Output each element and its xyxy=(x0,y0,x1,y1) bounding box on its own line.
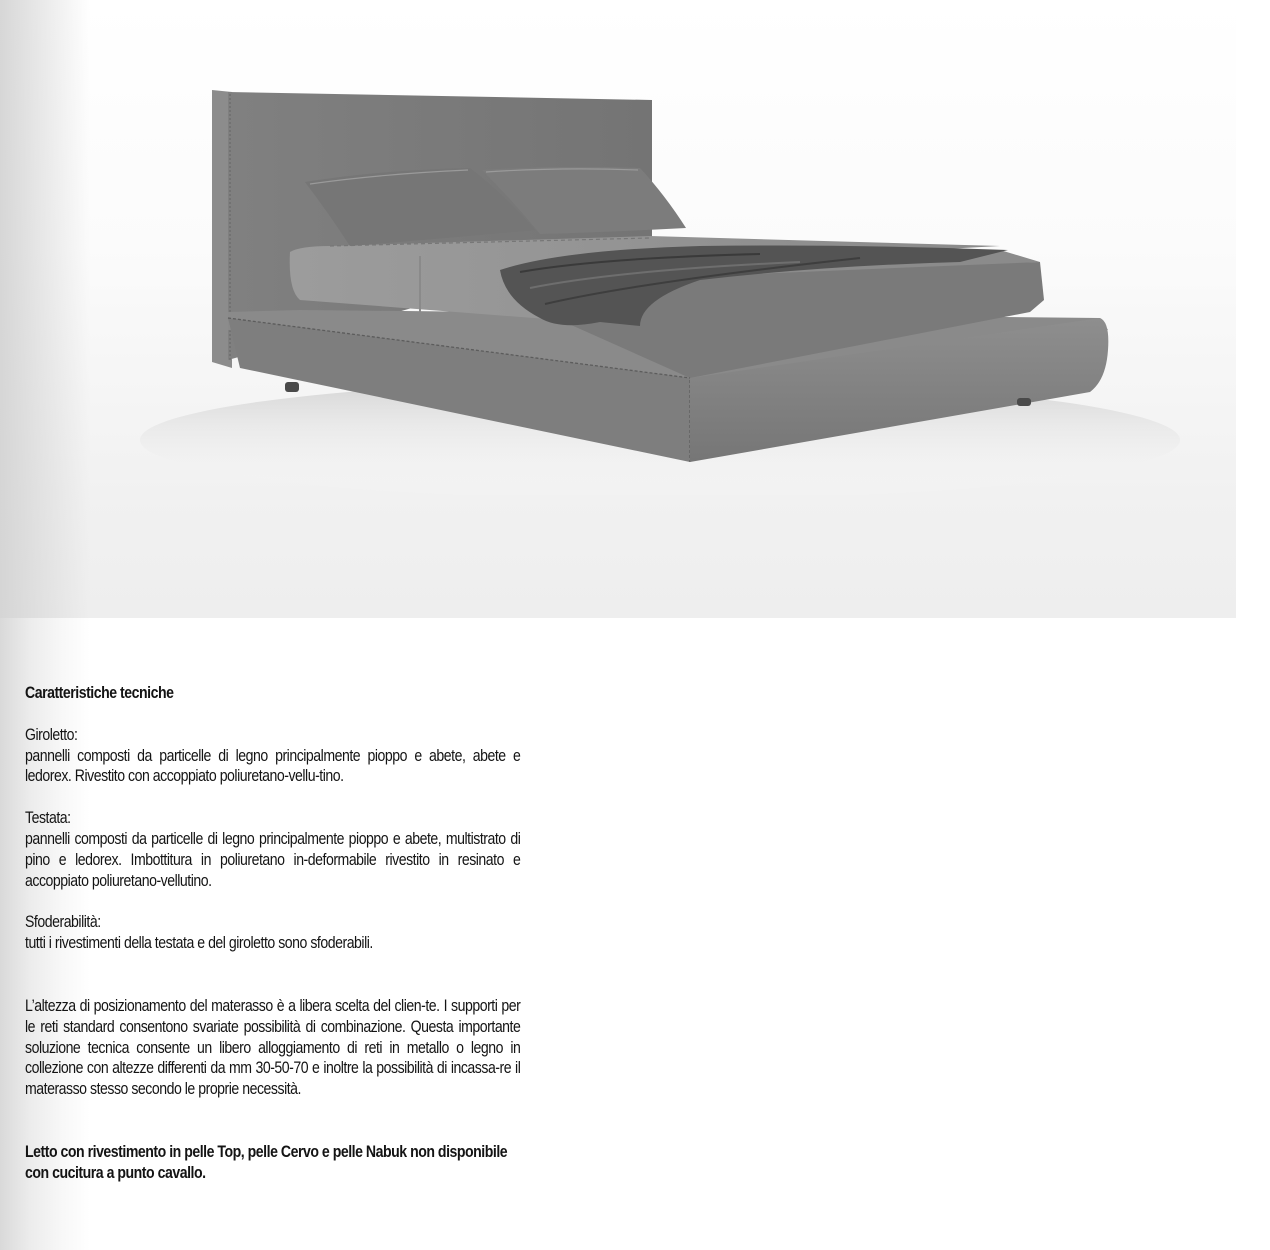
bed-foot xyxy=(1017,398,1031,406)
specs-heading: Caratteristiche tecniche xyxy=(25,684,174,702)
spec-section-giroletto xyxy=(25,725,520,787)
spec-body: pannelli composti da particelle di legno principalmente pioppo e abete, abete e ledorex. Rivestito con accoppiato poliuretano-vellu-tino. xyxy=(25,746,521,786)
spec-section-testata xyxy=(25,808,520,891)
bed-foot xyxy=(285,382,299,392)
product-photo xyxy=(0,0,1236,618)
spec-body: pannelli composti da particelle di legno principalmente pioppo e abete, multistrato di pino e ledorex. Imbottitura in poliuretano in-deformabile rivestito in resinato e accoppiato poliuretano-vellutino. xyxy=(25,829,521,890)
spec-label: Giroletto: xyxy=(25,725,78,744)
leather-note: Letto con rivestimento in pelle Top, pelle Cervo e pelle Nabuk non disponibile con cucitura a punto cavallo. xyxy=(25,1142,508,1182)
mattress-height-paragraph: L’altezza di posizionamento del materasso è a libera scelta del clien-te. I supporti per le reti standard consentono svariate possibilità di combinazione. Questa importante soluzione tecnica consente un libero alloggiamento di reti in metallo o legno in collezione con altezze differenti da mm 30-50-70 e inoltre la possibilità di incassa-re il materasso stesso secondo le proprie necessità. xyxy=(25,996,521,1099)
technical-specs xyxy=(25,683,520,1184)
bed-illustration xyxy=(0,0,1236,618)
spec-label: Sfoderabilità: xyxy=(25,913,101,932)
spec-body: tutti i rivestimenti della testata e del giroletto sono sfoderabili. xyxy=(25,934,373,953)
spec-label: Testata: xyxy=(25,809,71,828)
spec-section-sfoderabilita xyxy=(25,912,520,954)
